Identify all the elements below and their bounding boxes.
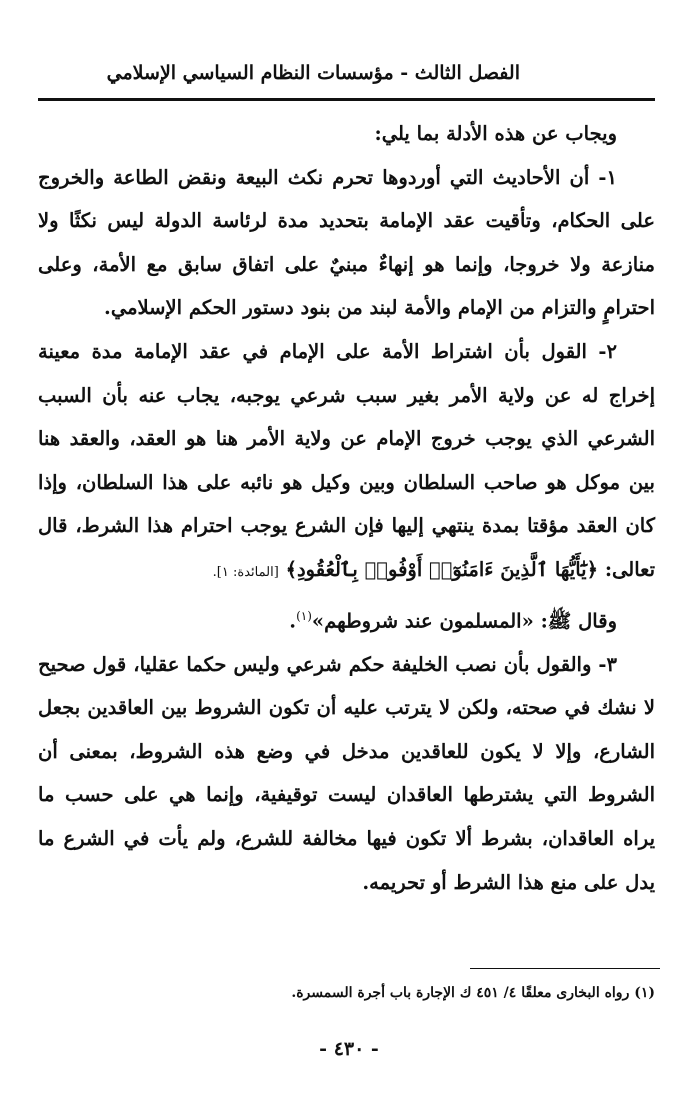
hadith-paragraph bbox=[38, 595, 655, 643]
footnote: (١) رواه البخارى معلقًا ٤/ ٤٥١ ك الإجارة باب أجرة السمسرة. bbox=[291, 985, 655, 1001]
point-2-text: ٢- القول بأن اشتراط الأمة على الإمام في عقد الإمامة مدة معينة إخراج له عن ولاية الأمر بغير سبب شرعي يوجبه، يجاب عنه بأن السبب الشرعي الذي يوجب خروج الإمام عن ولاية الأمر هنا هو العقد، والعقد هنا بين موكل هو صاحب السلطان وبين وكيل هو نائبه على هذا السلطان، وإذا كان العقد مؤقتا بمدة ينتهي إليها فإن الشرع يوجب احترام هذا الشرط، قال تعالى: bbox=[38, 339, 655, 581]
hadith-text: «المسلمون عند شروطهم» bbox=[311, 609, 534, 633]
footnote-marker: (١) bbox=[296, 608, 312, 623]
point-1-paragraph: ١- أن الأحاديث التي أوردوها تحرم نكث البيعة ونقض الطاعة والخروج على الحكام، وتأقيت عقد الإمامة بتحديد مدة لرئاسة الدولة ليس نكثًا ولا منازعة ولا خروجا، وإنما هو إنهاءٌ مبنيٌ على اتفاق سابق مع الأمة، وعلى احترامٍ والتزام من الإمام والأمة لبند من بنود دستور الحكم الإسلامي. bbox=[38, 165, 655, 320]
intro-paragraph: ويجاب عن هذه الأدلة بما يلي: bbox=[374, 122, 617, 145]
page-number: - ٤٣٠ - bbox=[319, 1038, 379, 1060]
point-3-paragraph: ٣- والقول بأن نصب الخليفة حكم شرعي وليس حكما عقليا، قول صحيح لا نشك في صحته، ولكن لا يترتب عليه أن تكون الشروط بين العاقدين بجعل الشارع، وإلا لا يكون للعاقدين مدخل في وضع هذه الشروط، بمعنى أن الشروط التي يشترطها العاقدان ليست توقيفية، وإنما هي على حسب ما يراه العاقدان، بشرط ألا تكون فيها مخالفة للشرع، ولم يأت في الشرع ما يدل على منع هذا الشرط أو تحريمه. bbox=[38, 652, 655, 894]
hadith-end: . bbox=[289, 609, 297, 633]
header-rule bbox=[38, 98, 655, 101]
running-head: الفصل الثالث - مؤسسات النظام السياسي الإسلامي bbox=[106, 62, 520, 84]
main-text bbox=[38, 112, 655, 904]
verse-reference: [المائدة: ١]. bbox=[212, 564, 279, 580]
point-2-paragraph bbox=[38, 330, 655, 595]
hadith-intro: وقال ﷺ: bbox=[540, 609, 617, 633]
footnote-rule bbox=[470, 968, 660, 969]
quran-verse: ﴿يَٰٓأَيُّهَا ٱلَّذِينَ ءَامَنُوٓا۟ أَوْفُوا۟ بِٱلْعُقُودِ﴾ bbox=[285, 557, 599, 581]
